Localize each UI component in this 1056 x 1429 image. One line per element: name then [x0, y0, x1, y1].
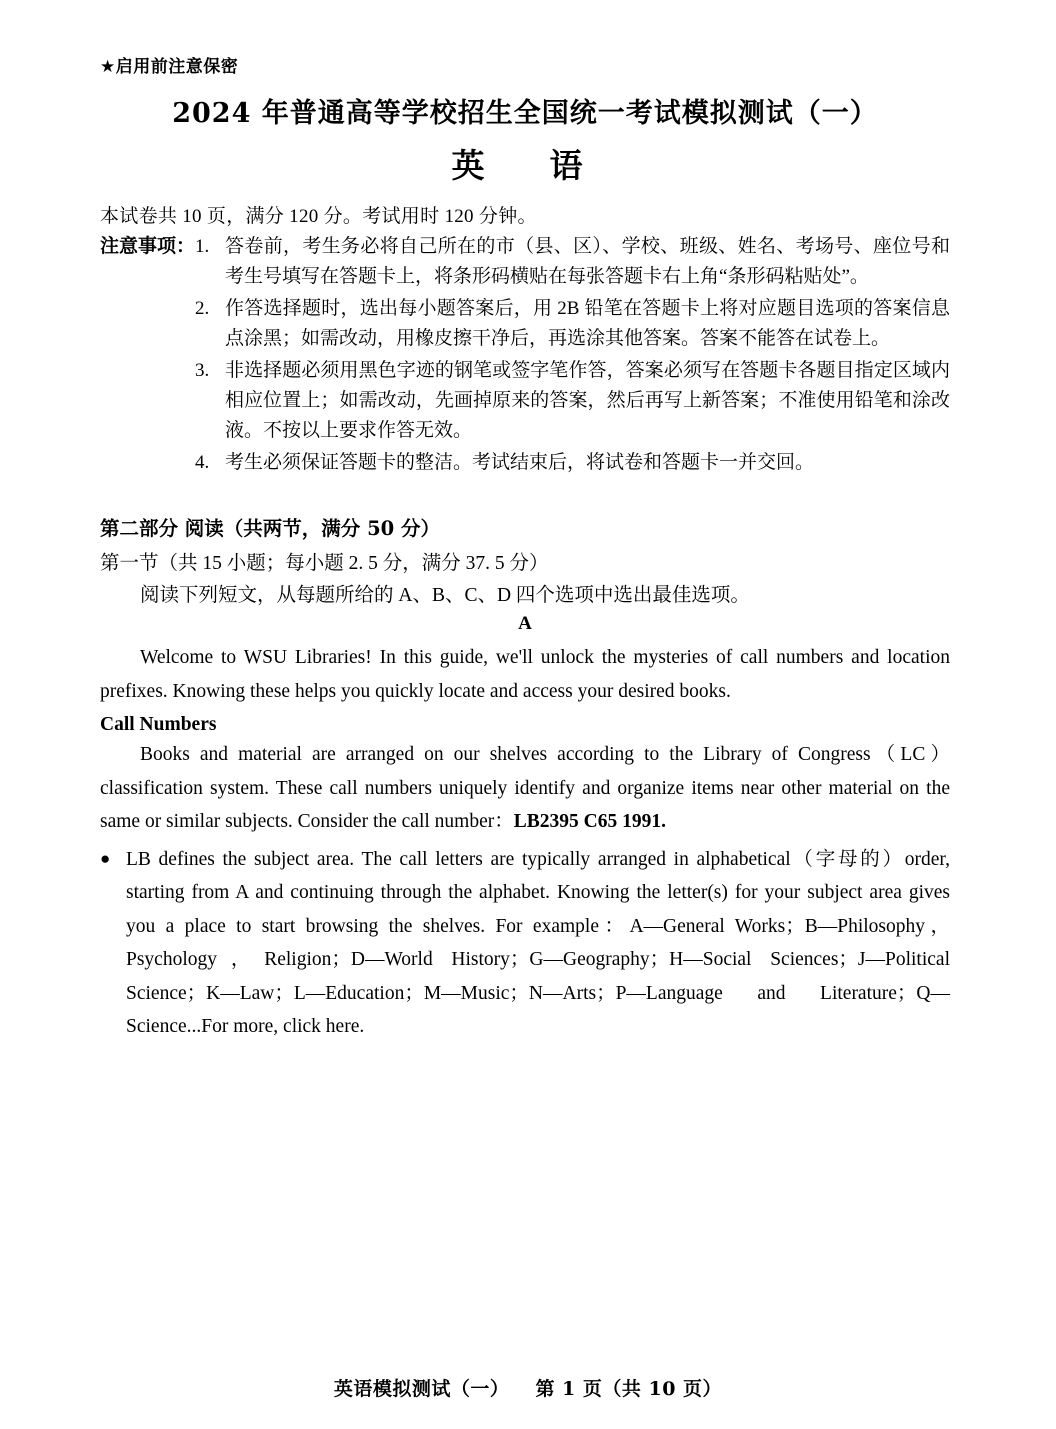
call-numbers-paragraph	[100, 738, 950, 839]
notice-item	[195, 294, 950, 355]
notice-item-number: 1.	[195, 236, 210, 257]
footer-left: 英语模拟测试（一）	[333, 1378, 510, 1400]
section-one-heading: 第一节（共 15 小题；每小题 2. 5 分，满分 37. 5 分）	[100, 553, 549, 575]
page-footer	[0, 1374, 1056, 1401]
passage-intro: Welcome to WSU Libraries! In this guide, we'll unlock the mysteries of call numbers and location prefixes. Knowing these helps you quickly locate and access your desired books.	[100, 647, 950, 702]
call-numbers-paragraph-text: Books and material are arranged on our shelves according to the Library of Congress（LC）classification system. These call numbers uniquely identify and organize items near other material on the same or similar subjects. Consider the call number：	[100, 744, 950, 833]
page-title: 2024 年普通高等学校招生全国统一考试模拟测试（一）	[172, 98, 878, 129]
notice-item	[195, 448, 950, 478]
subject-title: 英 语	[451, 146, 599, 185]
section-instruction: 阅读下列短文，从每题所给的 A、B、C、D 四个选项中选出最佳选项。	[140, 585, 750, 607]
secret-notice: ★启用前注意保密	[100, 57, 239, 77]
bullet-dot-icon: ●	[100, 848, 111, 868]
notice-item-text: 答卷前，考生务必将自己所在的市（县、区）、学校、班级、姓名、考场号、座位号和考生号填写在答题卡上，将条形码横贴在每张答题卡右上角“条形码粘贴处”。	[225, 236, 950, 288]
page-content	[100, 52, 950, 1044]
part-heading: 第二部分 阅读（共两节，满分 50 分）	[100, 517, 441, 541]
footer-right: 第 1 页（共 10 页）	[535, 1378, 723, 1400]
notice-item-number: 3.	[195, 359, 210, 381]
notice-block	[100, 232, 950, 479]
notice-item-number: 2.	[195, 297, 210, 319]
notice-item	[195, 232, 950, 293]
call-numbers-heading: Call Numbers	[100, 714, 217, 736]
passage-letter: A	[518, 613, 532, 635]
notice-item-text: 作答选择题时，选出每小题答案后，用 2B 铅笔在答题卡上将对应题目选项的答案信息点涂黑；如需改动，用橡皮擦干净后，再选涂其他答案。答案不能答在试卷上。	[225, 297, 950, 350]
notice-items	[195, 232, 950, 479]
notice-item	[195, 356, 950, 447]
notice-item-text: 考生必须保证答题卡的整洁。考试结束后，将试卷和答题卡一并交回。	[225, 451, 815, 473]
notice-label: 注意事项：	[100, 236, 196, 257]
notice-item-number: 4.	[195, 451, 210, 473]
bullet-item	[100, 843, 950, 1044]
bullet-item-text: LB defines the subject area. The call letters are typically arranged in alphabetical（字母的）order, starting from A and continuing through the alphabet. Knowing the letter(s) for your subject area gives you a place to start browsing the shelves. For example：A—General Works；B—Philosophy，Psychology，Religion；D—World History；G—Geography；H—Social Sciences；J—Political Science；K—Law；L—Education；M—Music；N—Arts；P—Language and Literature；Q—Science...For more, click here.	[126, 848, 950, 1038]
score-line: 本试卷共 10 页，满分 120 分。考试用时 120 分钟。	[100, 206, 537, 227]
notice-item-text: 非选择题必须用黑色字迹的钢笔或签字笔作答，答案必须写在答题卡各题目指定区域内相应位置上；如需改动，先画掉原来的答案，然后再写上新答案；不准使用铅笔和涂改液。不按以上要求作答无效。	[225, 359, 950, 442]
call-number-example: LB2395 C65 1991.	[513, 811, 666, 833]
